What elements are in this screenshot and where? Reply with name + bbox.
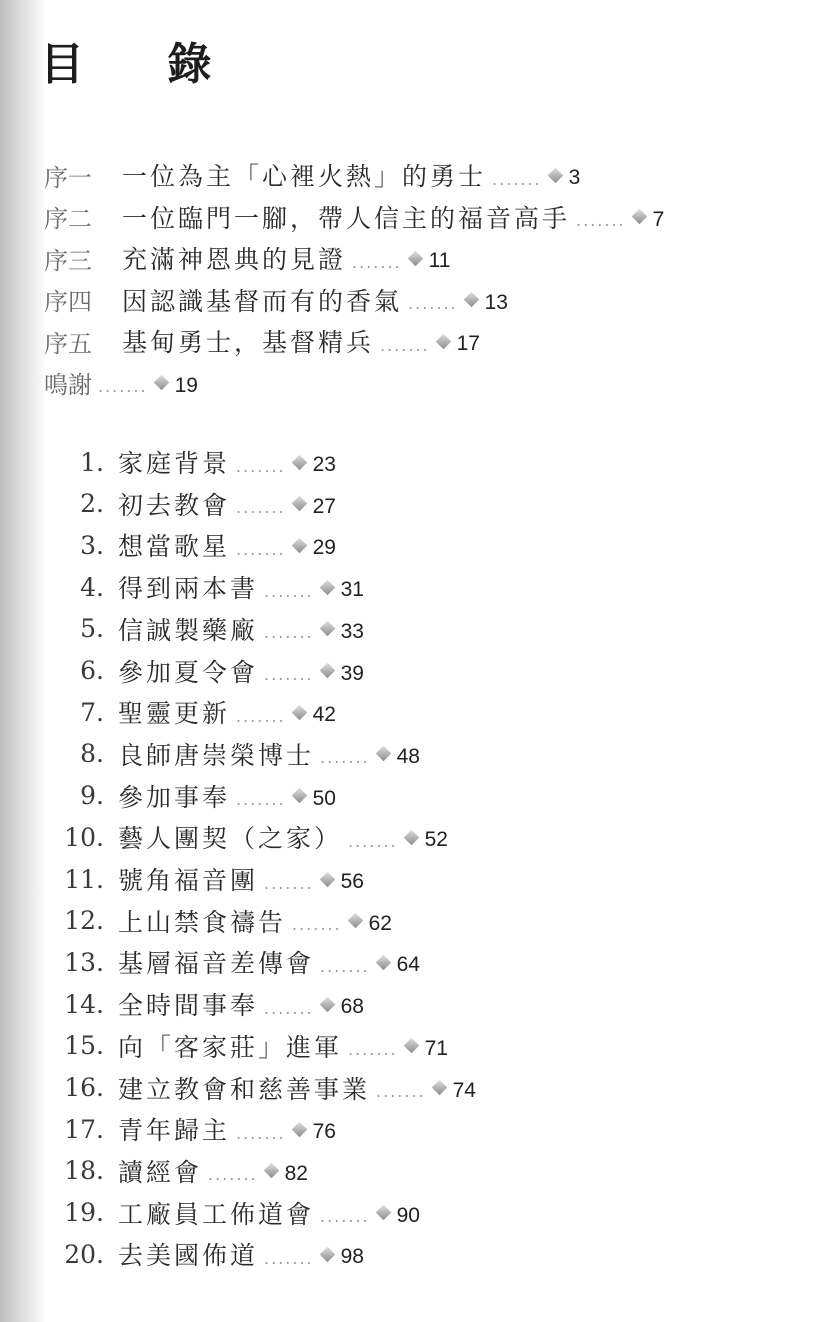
- chapter-number: 8.: [80, 739, 104, 769]
- leader-dots: .......: [98, 377, 148, 396]
- page-number: 68: [340, 995, 364, 1019]
- chapter-entry: [44, 528, 336, 562]
- chapter-number: 18.: [64, 1156, 104, 1186]
- chapter-title: 信誠製藥廠: [118, 615, 259, 645]
- chapter-title: 工廠員工佈道會: [118, 1199, 315, 1229]
- chapter-title: 聖靈更新: [118, 699, 231, 729]
- chapter-entry: [44, 654, 364, 688]
- diamond-bullet-icon: [375, 1205, 391, 1221]
- chapter-entry: [44, 987, 364, 1021]
- page-number: 52: [424, 828, 448, 852]
- chapter-entry: [44, 820, 448, 854]
- preface-label: 序二: [44, 205, 92, 233]
- diamond-bullet-icon: [403, 830, 419, 846]
- chapter-title: 良師唐崇榮博士: [118, 740, 315, 770]
- chapter-title: 讀經會: [118, 1157, 203, 1187]
- diamond-bullet-icon: [631, 209, 647, 225]
- diamond-bullet-icon: [431, 1080, 447, 1096]
- chapter-entry: [44, 1237, 364, 1271]
- page-number: 82: [284, 1161, 308, 1185]
- page-number: 3: [568, 166, 581, 189]
- diamond-bullet-icon: [319, 1247, 335, 1263]
- chapter-title: 全時間事奉: [118, 991, 259, 1021]
- leader-dots: .......: [236, 706, 286, 726]
- chapter-number: 16.: [64, 1073, 104, 1102]
- leader-dots: .......: [208, 1165, 258, 1185]
- chapter-number: 6.: [80, 656, 104, 685]
- chapter-number: 17.: [64, 1114, 104, 1144]
- diamond-bullet-icon: [319, 621, 335, 637]
- chapter-title: 基層福音差傳會: [118, 949, 315, 979]
- diamond-bullet-icon: [407, 250, 423, 266]
- leader-dots: .......: [408, 294, 458, 313]
- leader-dots: .......: [352, 252, 402, 272]
- chapter-number: 5.: [80, 614, 104, 644]
- leader-dots: .......: [236, 539, 286, 559]
- page-number: 17: [456, 332, 480, 355]
- page-number: 62: [368, 911, 392, 935]
- preface-title: 因認識基督而有的香氣: [122, 286, 403, 316]
- diamond-bullet-icon: [153, 375, 169, 391]
- chapter-number: 7.: [80, 697, 104, 727]
- page-number: 56: [340, 870, 364, 893]
- page-number: 42: [312, 703, 336, 727]
- page-title: 目 錄: [40, 39, 246, 90]
- diamond-bullet-icon: [463, 292, 479, 308]
- chapter-number: 11.: [64, 864, 104, 894]
- page-number: 71: [424, 1036, 448, 1060]
- page-number: 23: [312, 453, 336, 476]
- leader-dots: .......: [376, 1082, 426, 1101]
- page-number: 33: [340, 619, 364, 643]
- diamond-bullet-icon: [547, 167, 563, 183]
- chapter-number: 13.: [64, 947, 104, 977]
- chapter-number: 10.: [64, 822, 104, 852]
- chapter-entry: [44, 737, 420, 771]
- leader-dots: .......: [236, 456, 286, 476]
- page-number: 19: [174, 373, 198, 397]
- diamond-bullet-icon: [291, 1121, 307, 1137]
- chapter-number: 3.: [80, 530, 104, 560]
- page-number: 74: [452, 1078, 476, 1102]
- chapter-number: 12.: [64, 906, 104, 936]
- diamond-bullet-icon: [375, 955, 391, 971]
- chapter-entry: [44, 612, 364, 646]
- leader-dots: .......: [264, 665, 314, 684]
- diamond-bullet-icon: [291, 538, 307, 554]
- diamond-bullet-icon: [319, 871, 335, 887]
- leader-dots: .......: [348, 1040, 398, 1060]
- chapter-entry: [44, 445, 336, 479]
- preface-entry: [44, 283, 508, 317]
- chapter-entry: [44, 945, 420, 979]
- chapter-title: 初去教會: [118, 490, 231, 520]
- chapter-entry: [44, 1071, 476, 1105]
- page-number: 98: [340, 1245, 364, 1269]
- page-number: 31: [340, 578, 364, 602]
- preface-label: 序四: [44, 288, 92, 316]
- chapter-title: 想當歌星: [118, 532, 231, 562]
- leader-dots: .......: [348, 831, 398, 851]
- leader-dots: .......: [236, 498, 286, 518]
- chapter-entry: [44, 487, 336, 521]
- leader-dots: .......: [236, 790, 286, 810]
- preface-title: 一位臨門一腳，帶人信主的福音高手: [122, 203, 571, 233]
- leader-dots: .......: [264, 623, 314, 643]
- chapter-title: 藝人團契（之家）: [118, 824, 343, 854]
- leader-dots: .......: [320, 956, 370, 976]
- chapter-number: 2.: [80, 489, 104, 519]
- leader-dots: .......: [264, 873, 314, 893]
- diamond-bullet-icon: [291, 496, 307, 512]
- diamond-bullet-icon: [375, 746, 391, 762]
- preface-label: 鳴謝: [44, 371, 92, 399]
- page-number: 64: [396, 953, 420, 977]
- diamond-bullet-icon: [291, 704, 307, 720]
- preface-entry: [44, 241, 450, 275]
- chapter-entry: [44, 1154, 308, 1188]
- chapter-entry: [44, 862, 364, 896]
- chapter-title: 號角福音團: [118, 866, 259, 895]
- chapter-title: 參加事奉: [118, 782, 231, 812]
- chapter-entry: [44, 1196, 420, 1230]
- leader-dots: .......: [292, 915, 342, 935]
- chapter-title: 向「客家莊」進軍: [118, 1032, 343, 1062]
- chapter-title: 青年歸主: [118, 1116, 231, 1146]
- chapter-number: 9.: [80, 781, 104, 811]
- chapter-title: 建立教會和慈善事業: [118, 1074, 371, 1104]
- leader-dots: .......: [380, 335, 430, 355]
- preface-label: 序五: [44, 329, 92, 358]
- preface-entry: [44, 158, 580, 192]
- diamond-bullet-icon: [263, 1163, 279, 1179]
- book-gutter-shadow: [0, 0, 46, 1322]
- page-number: 7: [652, 207, 665, 231]
- preface-title: 充滿神恩典的見證: [122, 245, 347, 274]
- page-number: 48: [396, 744, 420, 768]
- chapter-title: 家庭背景: [118, 449, 231, 478]
- leader-dots: .......: [320, 1207, 370, 1227]
- preface-entry: [44, 324, 480, 358]
- chapter-number: 15.: [64, 1031, 104, 1061]
- chapter-entry: [44, 1029, 448, 1063]
- leader-dots: .......: [264, 998, 314, 1018]
- diamond-bullet-icon: [291, 454, 307, 470]
- diamond-bullet-icon: [291, 788, 307, 804]
- leader-dots: .......: [264, 581, 314, 601]
- chapter-entry: [44, 904, 392, 938]
- chapter-title: 上山禁食禱告: [118, 907, 287, 937]
- chapter-number: 1.: [80, 447, 104, 477]
- leader-dots: .......: [576, 211, 626, 230]
- chapter-title: 得到兩本書: [118, 574, 259, 604]
- page-number: 27: [312, 494, 336, 518]
- diamond-bullet-icon: [403, 1038, 419, 1054]
- preface-title: 一位為主「心裡火熱」的勇士: [122, 162, 487, 191]
- diamond-bullet-icon: [319, 663, 335, 679]
- page-number: 76: [312, 1120, 336, 1144]
- chapter-entry: [44, 1112, 336, 1146]
- diamond-bullet-icon: [319, 579, 335, 595]
- page-number: 11: [428, 249, 451, 272]
- page-number: 39: [340, 661, 364, 685]
- chapter-title: 去美國佈道: [118, 1241, 259, 1271]
- page-number: 29: [312, 536, 336, 560]
- diamond-bullet-icon: [435, 333, 451, 349]
- chapter-title: 參加夏令會: [118, 657, 259, 687]
- preface-label: 序三: [44, 246, 92, 275]
- chapter-entry: [44, 779, 336, 813]
- diamond-bullet-icon: [319, 996, 335, 1012]
- chapter-entry: [44, 570, 364, 604]
- chapter-entry: [44, 695, 336, 729]
- page-number: 13: [484, 290, 508, 314]
- preface-title: 基甸勇士，基督精兵: [122, 328, 375, 357]
- leader-dots: .......: [492, 169, 542, 189]
- page-number: 90: [396, 1203, 420, 1227]
- chapter-number: 20.: [64, 1239, 104, 1269]
- preface-entry: [44, 200, 664, 234]
- chapter-number: 4.: [80, 572, 104, 602]
- diamond-bullet-icon: [347, 913, 363, 929]
- preface-label: 序一: [44, 163, 92, 192]
- chapter-number: 19.: [64, 1198, 104, 1228]
- leader-dots: .......: [236, 1123, 286, 1143]
- preface-entry: [44, 366, 198, 400]
- leader-dots: .......: [320, 748, 370, 768]
- leader-dots: .......: [264, 1248, 314, 1268]
- page-number: 50: [312, 786, 336, 810]
- chapter-number: 14.: [64, 989, 104, 1019]
